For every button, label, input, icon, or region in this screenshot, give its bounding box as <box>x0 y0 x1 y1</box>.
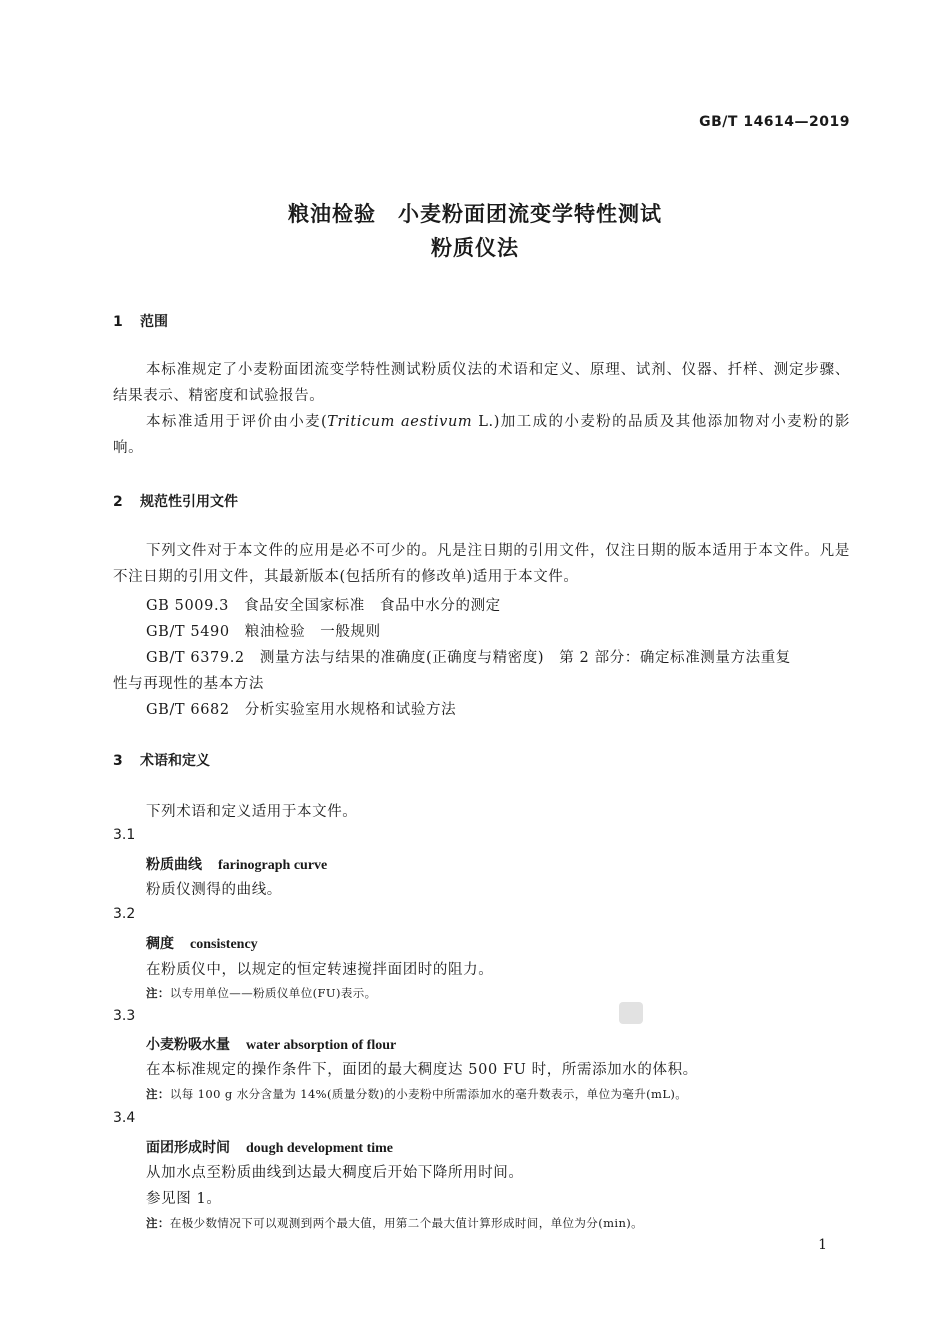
term-reference: 参见图 1。 <box>146 1191 222 1207</box>
term-note <box>146 1215 643 1231</box>
term-chinese: 粉质曲线 <box>146 857 202 873</box>
term-name <box>146 854 327 874</box>
term-chinese: 面团形成时间 <box>146 1140 230 1156</box>
note-text: 以每 100 g 水分含量为 14%(质量分数)的小麦粉中所需添加水的毫升数表示，单位为毫升(mL)。 <box>169 1087 688 1101</box>
term-number: 3.2 <box>113 906 136 922</box>
reference-item: GB/T 6379.2 测量方法与结果的准确度(正确度与精密度) 第 2 部分：确定标准测量方法重复 <box>146 650 791 666</box>
note-label: 注： <box>146 986 170 1000</box>
term-definition: 在本标准规定的操作条件下，面团的最大稠度达 500 FU 时，所需添加水的体积。 <box>146 1062 698 1078</box>
document-title-line1: 粮油检验 小麦粉面团流变学特性测试 <box>288 202 662 226</box>
term-english: farinograph curve <box>218 858 328 873</box>
note-text: 在极少数情况下可以观测到两个最大值，用第二个最大值计算形成时间，单位为分(min)。 <box>169 1216 644 1230</box>
section-number: 3 <box>113 753 123 769</box>
scope-paragraph-2 <box>113 409 850 461</box>
section-heading-terms <box>113 750 210 770</box>
note-label: 注： <box>146 1216 170 1230</box>
terms-intro: 下列术语和定义适用于本文件。 <box>146 804 358 820</box>
term-number: 3.3 <box>113 1008 136 1024</box>
term-english: dough development time <box>246 1141 393 1156</box>
term-number: 3.1 <box>113 827 136 843</box>
standard-code: GB/T 14614—2019 <box>699 114 850 130</box>
scan-artifact <box>619 1002 643 1024</box>
reference-item: GB/T 6682 分析实验室用水规格和试验方法 <box>146 702 457 718</box>
scope-p2-before: 本标准适用于评价由小麦( <box>146 414 328 430</box>
reference-item-continuation: 性与再现性的基本方法 <box>113 676 264 692</box>
term-name <box>146 1137 393 1157</box>
term-definition: 从加水点至粉质曲线到达最大稠度后开始下降所用时间。 <box>146 1165 524 1181</box>
term-english: consistency <box>190 937 258 952</box>
term-chinese: 小麦粉吸水量 <box>146 1037 230 1053</box>
section-title: 规范性引用文件 <box>140 494 238 510</box>
section-heading-scope <box>113 311 168 331</box>
references-intro: 下列文件对于本文件的应用是必不可少的。凡是注日期的引用文件，仅注日期的版本适用于本文件。凡是不注日期的引用文件，其最新版本(包括所有的修改单)适用于本文件。 <box>113 543 850 585</box>
term-chinese: 稠度 <box>146 936 174 952</box>
section-title: 术语和定义 <box>140 753 210 769</box>
term-definition: 粉质仪测得的曲线。 <box>146 882 282 898</box>
section-title: 范围 <box>140 314 168 330</box>
section-number: 1 <box>113 314 123 330</box>
scope-p2-after: L.)加工成的小麦粉的品质及其他添加物对小麦粉的影响。 <box>113 414 850 456</box>
note-text: 以专用单位——粉质仪单位(FU)表示。 <box>169 986 377 1000</box>
term-name <box>146 1034 396 1054</box>
term-note <box>146 1086 687 1102</box>
reference-item: GB 5009.3 食品安全国家标准 食品中水分的测定 <box>146 598 501 614</box>
scope-paragraph-1: 本标准规定了小麦粉面团流变学特性测试粉质仪法的术语和定义、原理、试剂、仪器、扦样、测定步骤、结果表示、精密度和试验报告。 <box>113 362 850 404</box>
section-heading-references <box>113 491 238 511</box>
term-definition: 在粉质仪中，以规定的恒定转速搅拌面团时的阻力。 <box>146 962 494 978</box>
document-title-line2: 粉质仪法 <box>431 236 519 260</box>
page-number: 1 <box>818 1237 827 1253</box>
section-number: 2 <box>113 494 123 510</box>
note-label: 注： <box>146 1087 170 1101</box>
species-name: Triticum aestivum <box>327 414 473 430</box>
term-number: 3.4 <box>113 1110 136 1126</box>
term-note <box>146 985 377 1001</box>
term-english: water absorption of flour <box>246 1038 397 1053</box>
reference-item: GB/T 5490 粮油检验 一般规则 <box>146 624 381 640</box>
term-name <box>146 933 258 953</box>
